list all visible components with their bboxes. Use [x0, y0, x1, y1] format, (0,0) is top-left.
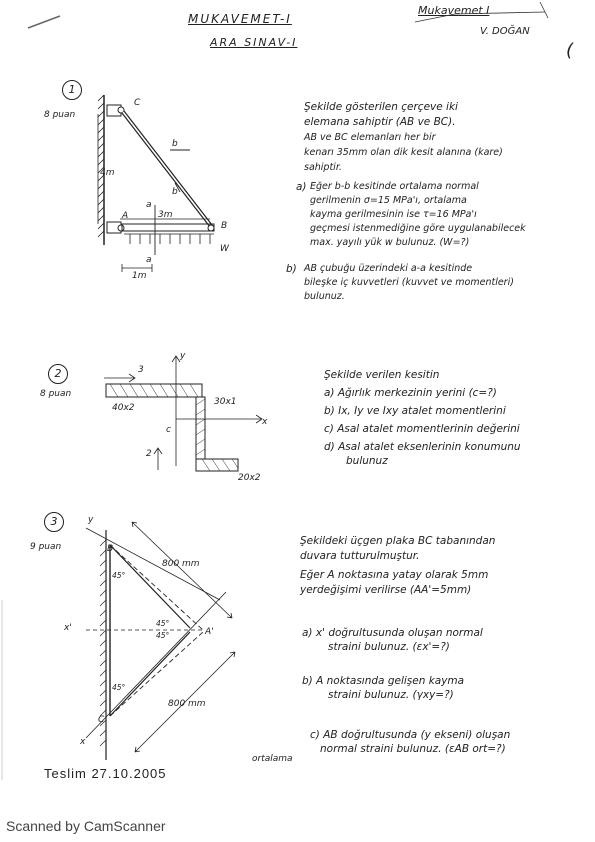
page-mark: (	[566, 40, 574, 61]
corner-tick	[540, 2, 548, 18]
label-a-1: A	[122, 211, 129, 221]
dim-3-arrow	[104, 374, 135, 382]
problem-3-item-b: b) A noktasında gelişen kayma straini bulunuz. (γxy=?)	[302, 675, 465, 701]
frame-figure	[98, 95, 214, 272]
scan-mark	[28, 16, 60, 28]
label-angle-2: 45°	[156, 619, 170, 628]
problem-3-number: 3	[44, 512, 64, 532]
problem-2-items: a) Ağırlık merkezinin yerini (c=?) b) Ix, Iy ve Ixy atalet momentlerini c) Asal atalet momentlerinin değerini d) Asal atalet eksenlerinin konumunu bulunuz	[324, 387, 521, 467]
distributed-load	[130, 234, 210, 244]
label-x-3: x	[80, 737, 86, 747]
label-800-bottom: 800 mm	[168, 699, 206, 709]
delivery-date: Teslim 27.10.2005	[44, 766, 167, 781]
label-angle-4: 45°	[112, 683, 126, 692]
web-hatch	[196, 399, 205, 455]
corner-bracket	[415, 12, 545, 22]
problem-3-side-note: ortalama	[252, 754, 293, 764]
member-ab	[122, 224, 214, 231]
dim-2-arrow	[154, 448, 162, 470]
bottom-flange	[196, 459, 238, 471]
problem-1-intro: Şekilde gösterilen çerçeve iki elemana sahiptir (AB ve BC). AB ve BC elemanları her bir kenarı 35mm olan dik kesit alanına (kare) sahiptir.	[304, 101, 503, 173]
label-dim-2: 2	[146, 449, 152, 459]
label-a-prime: A'	[205, 627, 214, 637]
label-dim-3: 3	[138, 365, 144, 375]
corner-course: Mukavemet I	[418, 4, 490, 17]
label-b-bottom: b	[172, 187, 178, 197]
pin-a	[118, 225, 124, 231]
problem-3-intro: Şekildeki üçgen plaka BC tabanından duvara tutturulmuştur. Eğer A noktasına yatay olarak 5mm yerdeğişimi verilirse (AA'=5mm)	[300, 535, 496, 596]
scanner-watermark: Scanned by CamScanner	[6, 818, 166, 834]
top-flange-hatch	[110, 384, 198, 397]
edge-ba	[110, 545, 190, 628]
pin-b	[208, 225, 214, 231]
section-figure	[104, 356, 262, 471]
label-a-top: a	[146, 200, 152, 210]
label-x-prime: x'	[64, 623, 72, 633]
label-30x1: 30x1	[214, 397, 237, 407]
label-b-3: B	[107, 544, 114, 554]
label-40x2: 40x2	[112, 403, 135, 413]
label-3m: 3m	[158, 210, 173, 220]
exam-title: MUKAVEMET-I	[188, 12, 292, 26]
bottom-flange-hatch	[202, 459, 238, 471]
label-y-2: y	[180, 351, 186, 361]
problem-1-number: 1	[62, 80, 82, 100]
label-4m: 4m	[100, 168, 115, 178]
label-x-2: x	[262, 417, 268, 427]
label-1m: 1m	[132, 271, 147, 281]
label-c-3: C	[98, 715, 105, 725]
label-20x2: 20x2	[238, 473, 261, 483]
plate-figure	[86, 522, 235, 760]
problem-1-item-b: b) AB çubuğu üzerindeki a-a kesitinde bileşke iç kuvvetleri (kuvvet ve momentleri) bulunuz.	[286, 263, 514, 302]
label-c-2: c	[166, 425, 171, 435]
dim-800-top	[132, 522, 232, 618]
label-c-1: C	[134, 98, 141, 108]
problem-2-number: 2	[48, 364, 68, 384]
x-axis-3	[86, 592, 226, 738]
label-800-top: 800 mm	[162, 559, 200, 569]
corner-teacher: V. DOĞAN	[480, 26, 530, 37]
problem-3-points: 9 puan	[30, 542, 62, 552]
problem-1-points: 8 puan	[44, 110, 76, 120]
label-angle-3: 45°	[156, 631, 170, 640]
problem-1-item-a: a) Eğer b-b kesitinde ortalama normal gerilmenin σ=15 MPa'ı, ortalama kayma gerilmesinin ise τ=16 MPa'ı geçmesi istenmediğine göre uygulanabilecek max. yayılı yük w bulunuz. (W=?)	[296, 181, 526, 248]
edge-ba-prime	[110, 545, 203, 630]
problem-2-intro: Şekilde verilen kesitin	[324, 369, 440, 381]
problem-2-points: 8 puan	[40, 389, 72, 399]
exam-subtitle: ARA SINAV-I	[210, 36, 298, 49]
wall-hatch	[98, 95, 104, 237]
label-b-1: B	[221, 221, 228, 231]
label-a-bottom: a	[146, 255, 152, 265]
problem-3-item-c: c) AB doğrultusunda (y ekseni) oluşan normal straini bulunuz. (εAB ort=?)	[310, 729, 511, 755]
member-bc-inner	[123, 112, 211, 226]
label-w: W	[220, 244, 229, 254]
problem-3-item-a: a) x' doğrultusunda oluşan normal straini bulunuz. (εx'=?)	[302, 627, 483, 653]
label-y-3: y	[88, 515, 94, 525]
label-angle-1: 45°	[112, 571, 126, 580]
label-b-top: b	[172, 139, 178, 149]
